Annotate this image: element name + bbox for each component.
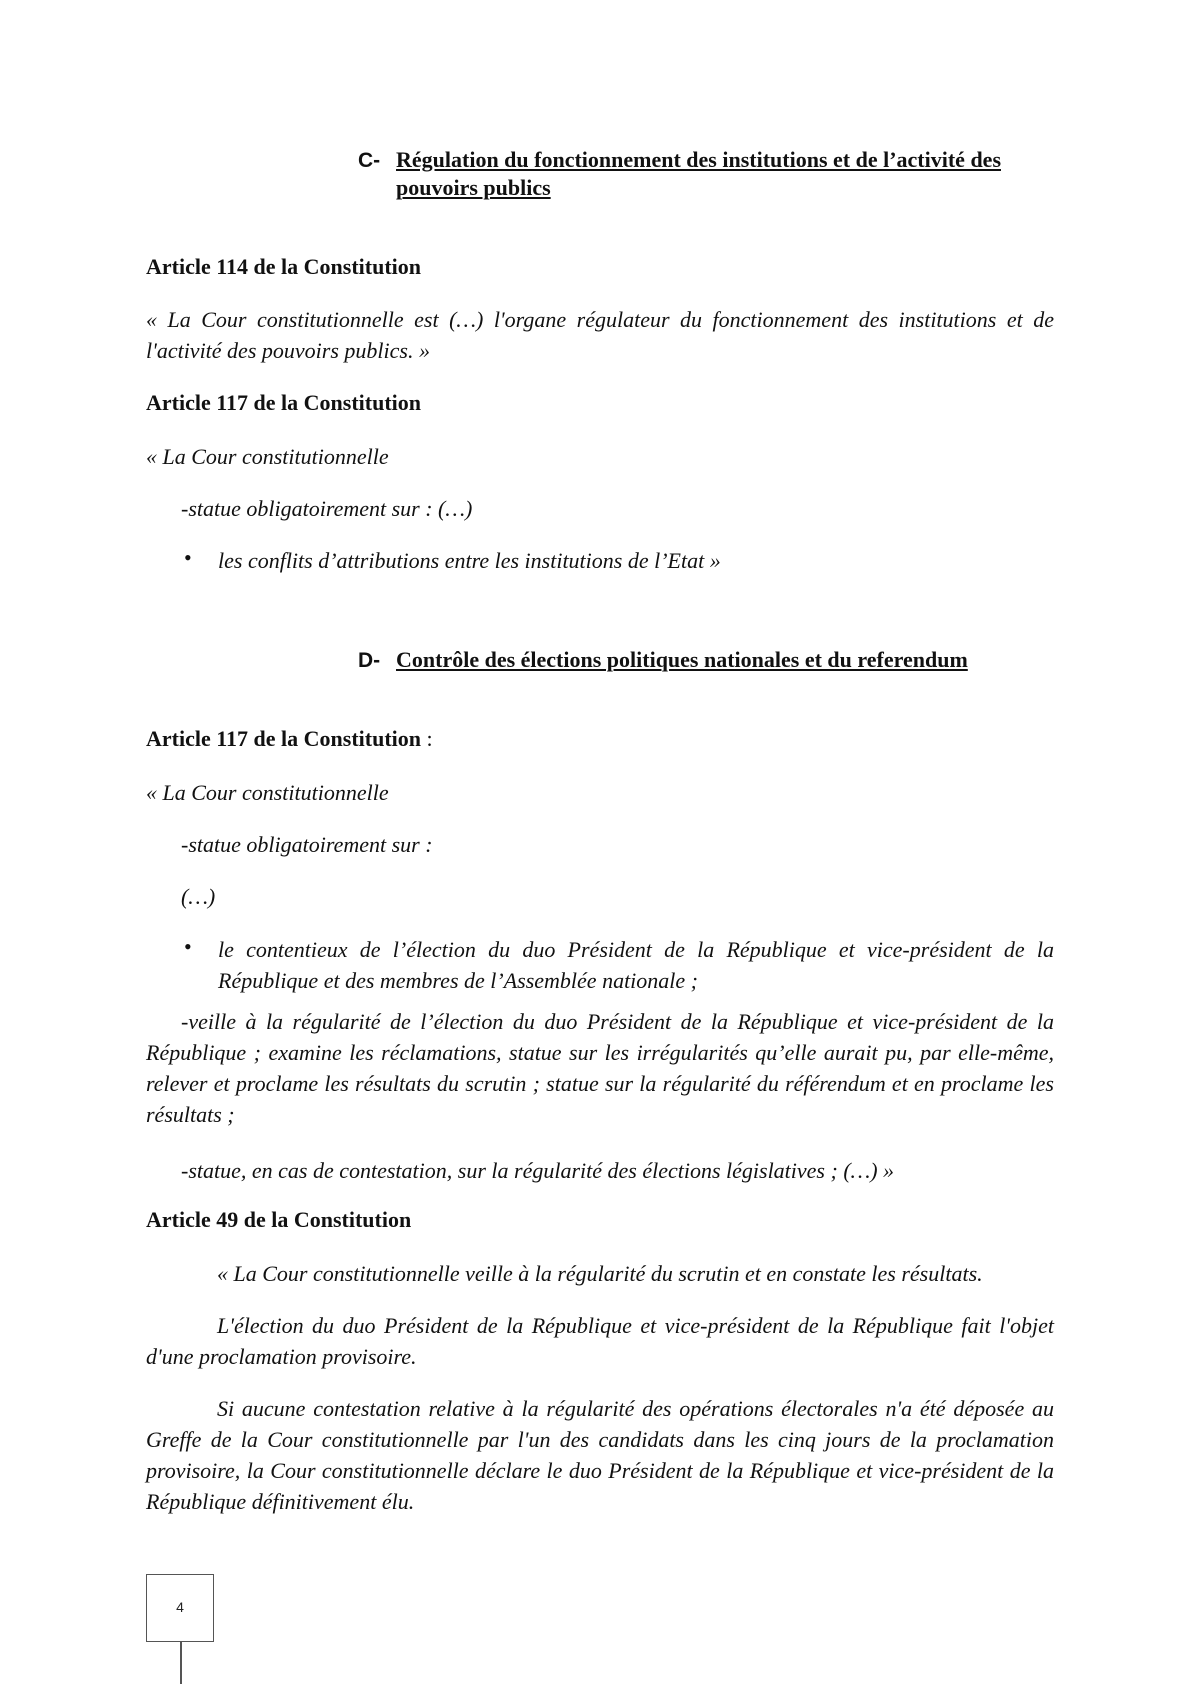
- bullet-icon: •: [184, 545, 192, 570]
- article-117-line: (…): [181, 884, 216, 909]
- article-117-line: -statue obligatoirement sur : (…): [181, 496, 473, 521]
- article-49-heading: Article 49 de la Constitution: [146, 1207, 412, 1232]
- page-number-connector: [180, 1642, 182, 1684]
- article-114-quote: « La Cour constitutionnelle est (…) l'organe régulateur du fonctionnement des institutions et de l'activité des pouvoirs publics. »: [146, 307, 1054, 363]
- article-117-line: -statue obligatoirement sur :: [181, 832, 433, 857]
- article-117-line: « La Cour constitutionnelle: [146, 444, 389, 469]
- article-117-paragraph: -veille à la régularité de l’élection du duo Président de la République et vice-président de la République ; examine les réclamations, statue sur les irrégularités qu’elle aurait pu, par elle-même, relever et proclame les résultats du scrutin ; statue sur la régularité du référendum et en proclame les résultats ;: [146, 1009, 1054, 1127]
- article-117-line: « La Cour constitutionnelle: [146, 780, 389, 805]
- article-117-heading-2: [146, 726, 433, 752]
- article-117-bullet: les conflits d’attributions entre les institutions de l’Etat »: [218, 548, 721, 573]
- article-117-heading-text: Article 117 de la Constitution: [146, 726, 421, 751]
- article-49-paragraph: L'élection du duo Président de la République et vice-président de la République fait l'objet d'une proclamation provisoire.: [146, 1313, 1054, 1369]
- article-49-paragraph: Si aucune contestation relative à la régularité des opérations électorales n'a été déposée au Greffe de la Cour constitutionnelle par l'un des candidats dans les cinq jours de la proclamation provisoire, la Cour constitutionnelle déclare le duo Président de la République et vice-président de la République définitivement élu.: [146, 1396, 1054, 1514]
- article-49-paragraph: « La Cour constitutionnelle veille à la régularité du scrutin et en constate les résultats.: [217, 1261, 983, 1286]
- section-d-letter: D-: [358, 649, 381, 672]
- bullet-icon: •: [184, 934, 192, 959]
- page-number: 4: [146, 1574, 214, 1642]
- section-c-letter: C-: [358, 149, 381, 172]
- article-117-heading: Article 117 de la Constitution: [146, 390, 421, 415]
- section-c-title: Régulation du fonctionnement des institutions et de l’activité des pouvoirs publics: [396, 147, 1001, 200]
- article-117-paragraph: -statue, en cas de contestation, sur la régularité des élections législatives ; (…) »: [181, 1158, 895, 1183]
- article-117-bullet: le contentieux de l’élection du duo Président de la République et vice-président de la République et des membres de l’Assemblée nationale ;: [218, 937, 1054, 993]
- heading-colon: :: [426, 726, 433, 751]
- section-d-title: Contrôle des élections politiques nationales et du referendum: [396, 647, 968, 672]
- article-114-heading: Article 114 de la Constitution: [146, 254, 421, 279]
